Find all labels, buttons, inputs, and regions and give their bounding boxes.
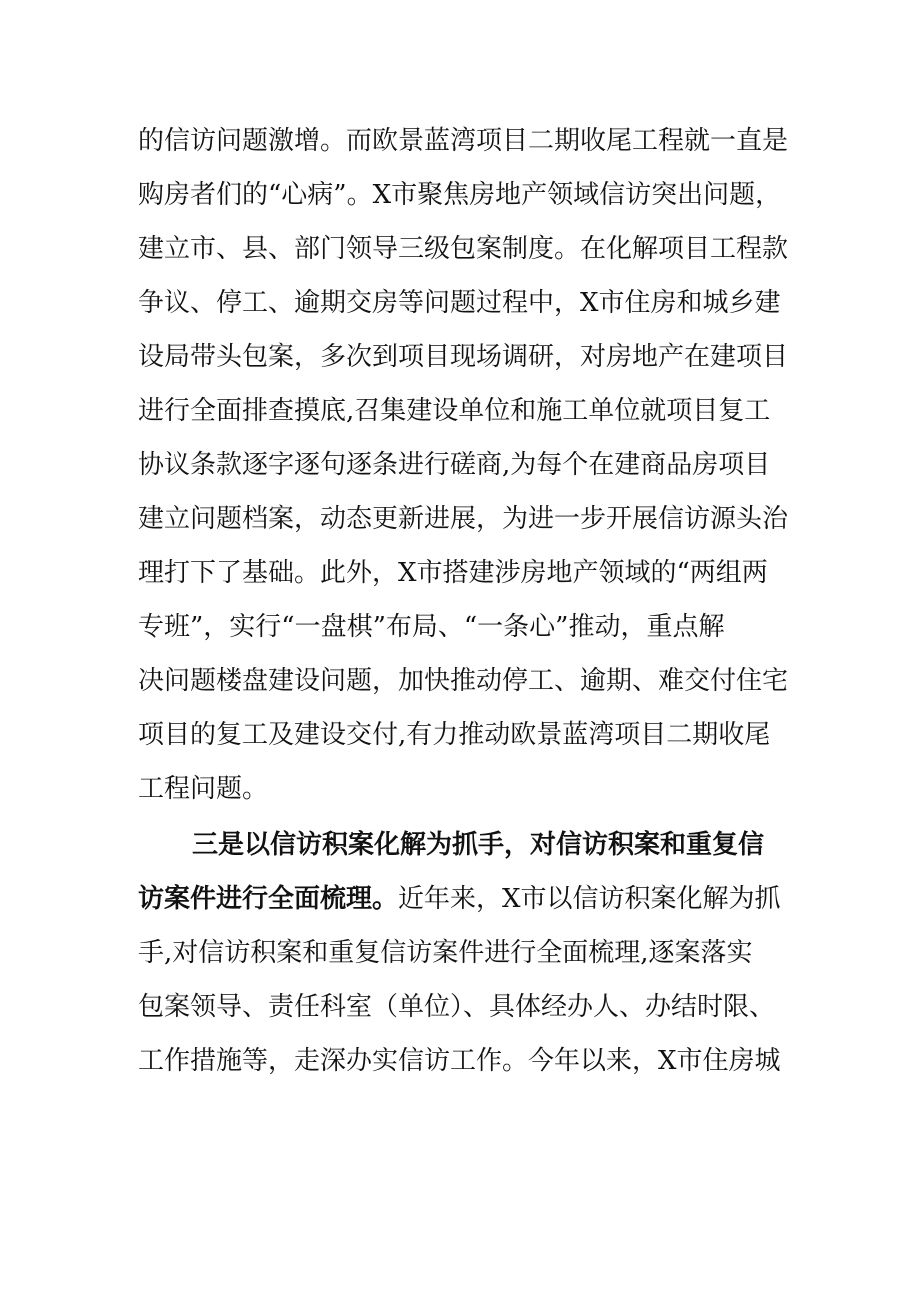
- text-line: 建立问题档案，动态更新进展，为进一步开展信访源头治: [138, 504, 789, 534]
- text-line: 的信访问题激增。而欧景蓝湾项目二期收尾工程就一直是: [138, 126, 789, 156]
- text-line-mixed: [138, 877, 788, 922]
- text-line: 专班”，实行“一盘棋”布局、“一条心”推动，重点解: [138, 612, 725, 642]
- text-line: 包案领导、责任科室（单位）、具体经办人、办结时限、: [138, 992, 776, 1022]
- text-line: 进行全面排查摸底,召集建设单位和施工单位就项目复工: [138, 396, 771, 426]
- paragraph-text: 近年来，X市以信访积案化解为抓: [398, 884, 781, 914]
- text-line: 决问题楼盘建设问题，加快推动停工、逾期、难交付住宅: [138, 666, 789, 696]
- text-line: 工作措施等，走深办实信访工作。今年以来，X市住房城: [138, 1046, 781, 1076]
- text-line: 项目的复工及建设交付,有力推动欧景蓝湾项目二期收尾: [138, 720, 771, 750]
- text-line: 手,对信访积案和重复信访案件进行全面梳理,逐案落实: [138, 938, 753, 968]
- text-line: 协议条款逐字逐句逐条进行磋商,为每个在建商品房项目: [138, 450, 771, 480]
- text-line: 工程问题。: [138, 774, 269, 804]
- text-line: 设局带头包案，多次到项目现场调研，对房地产在建项目: [138, 342, 789, 372]
- text-line: 争议、停工、逾期交房等问题过程中，X市住房和城乡建: [138, 288, 781, 318]
- text-line: 购房者们的“心病”。X市聚焦房地产领域信访突出问题，: [138, 180, 782, 210]
- paragraph-heading-tail: 访案件进行全面梳理。: [138, 884, 399, 914]
- text-line: 理打下了基础。此外，X市搭建涉房地产领域的“两组两: [138, 558, 768, 588]
- paragraph-heading-line: 三是以信访积案化解为抓手，对信访积案和重复信: [192, 830, 765, 860]
- document-body: [138, 119, 788, 1093]
- text-line: 建立市、县、部门领导三级包案制度。在化解项目工程款: [138, 234, 789, 264]
